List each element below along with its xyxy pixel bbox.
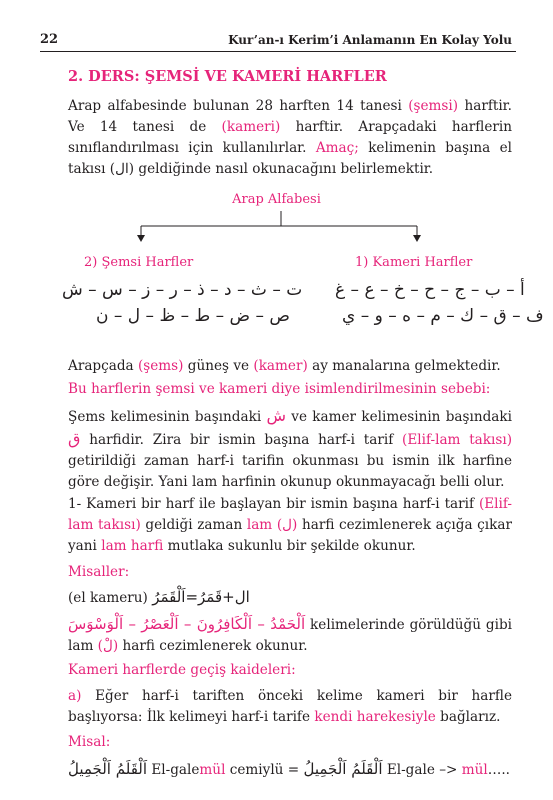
rule-a-paragraph: a) Eğer harf-i tariften önceki kelime kameri bir harfle başlıyorsa: İlk kelimeyi harf-i tarife kendi harekesiyle bağlarız. [68,688,512,725]
misal-heading: Misal: [68,734,111,750]
reason-heading: Bu harflerin şemsi ve kameri diye isimlendirilmesinin sebebi: [68,381,491,397]
shemsi-group-title: 2) Şemsi Harfler [84,255,194,270]
page-header [40,30,516,52]
kameri-letters-row-2: ف – ق – ك – م – ه – و – ي [342,306,544,326]
running-title: Kur’an-ı Kerim’i Anlamanın En Kolay Yolu [228,33,512,47]
shemsi-letters-row-2: ص – ض – ط – ظ – ل – ن [96,306,290,326]
alphabet-root-label: Arap Alfabesi [232,192,321,207]
lesson-title: 2. DERS: ŞEMSİ VE KAMERİ HARFLER [68,68,387,85]
reason-paragraph: Şems kelimesinin başındaki ش ve kamer kelimesinin başındaki ق harfidir. Zira bir ismin başına harf-i tarif (Elif-lam takısı) getirildiği zaman harf-i tarifin okunması bu ismin ilk harfine göre değişir. Yani lam harfinin okunup okunmayacağı belli olur. [68,406,512,490]
rule-1-paragraph: 1- Kameri bir harf ile başlayan bir ismin başına harf-i tarif (Elif-lam takısı) geldiği zaman lam (ل) harfi cezimlenerek açığa çıkar yani lam harfi mutlaka sukunlu bir şekilde okunur. [68,496,512,554]
page-number: 22 [40,32,59,47]
kameri-group-title: 1) Kameri Harfler [355,255,473,270]
shemsi-letters-row-1: ت – ث – د – ذ – ر – ز – س – ش [62,280,303,300]
transition-heading: Kameri harflerde geçiş kaideleri: [68,662,296,678]
example-2: اَلْحَمْدُ – اَلْكَافِرُونَ – اَلْعَصْرُ – اَلْوَسْوَسَ kelimelerinde görüldüğü gibi lam (لْ) harfi cezimlenerek okunur. [68,615,512,654]
example-1: (el kameru) ال+قَمَرُ=اَلْقَمَرُ [68,588,250,606]
misal-line: اَلْقَلَمُ اَلْجَمِيلُ El-galemül cemiylü = اَلْقَلَمُ اَلْجَمِيلُ El-gale –> mül….. [68,760,510,778]
examples-heading: Misaller: [68,564,130,580]
intro-paragraph: Arap alfabesinde bulunan 28 harften 14 tanesi (şemsi) harftir. Ve 14 tanesi de (kameri) harftir. Arapçadaki harflerin sınıflandırılması için kullanılırlar. Amaç; kelimenin başına el takısı (ال) geldiğinde nasıl okunacağını belirlemektir. [68,98,512,177]
meaning-line: Arapçada (şems) güneş ve (kamer) ay manalarına gelmektedir. [68,358,501,374]
kameri-letters-row-1: أ – ب – ج – ح – خ – ع – غ [335,280,525,300]
